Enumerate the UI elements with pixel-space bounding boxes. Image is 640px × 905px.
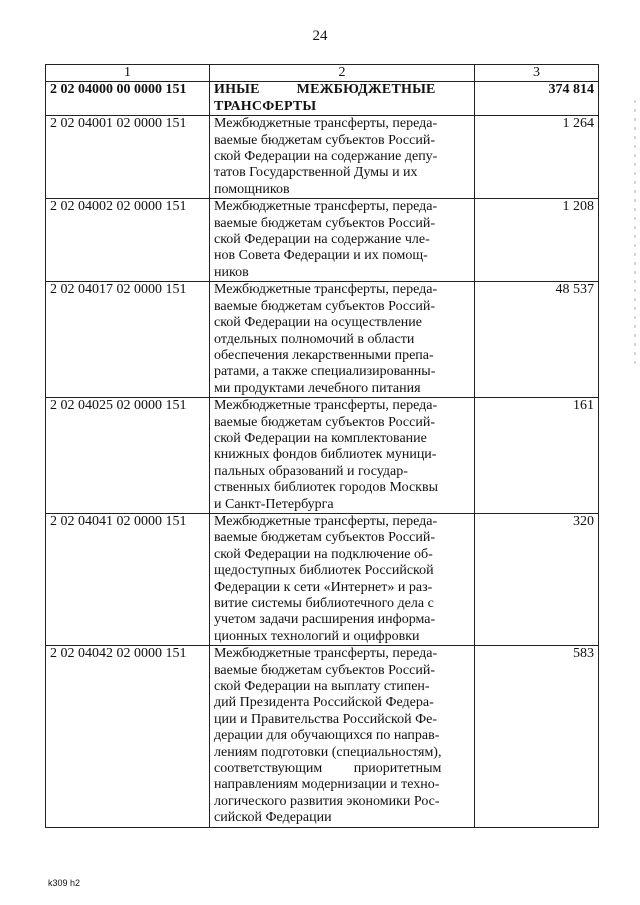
description-line: логического развития экономики Рос- <box>214 793 440 809</box>
description-line: ской Федерации на содержание депу- <box>214 149 438 165</box>
budget-code: 2 02 04000 00 0000 151 <box>46 82 210 116</box>
column-header-1: 1 <box>46 65 210 82</box>
table-row <box>46 199 599 282</box>
table-row <box>46 282 599 398</box>
table-row <box>46 513 599 645</box>
description-line: Межбюджетные трансферты, переда- <box>214 282 438 298</box>
description-line: татов Государственной Думы и их <box>214 165 418 181</box>
budget-amount: 161 <box>475 398 599 514</box>
description-line: направлениям модернизации и техно- <box>214 777 440 793</box>
description-line: дий Президента Российской Федера- <box>214 695 434 711</box>
description-line: ваемые бюджетам субъектов Россий- <box>214 215 435 231</box>
description-line: нов Совета Федерации и их помощ- <box>214 248 428 264</box>
description-line: ваемые бюджетам субъектов Россий- <box>214 414 435 430</box>
description-line: сийской Федерации <box>214 810 332 826</box>
description-line: ников <box>214 264 249 280</box>
table-body <box>46 82 599 827</box>
description-line: Межбюджетные трансферты, переда- <box>214 513 438 529</box>
budget-code: 2 02 04041 02 0000 151 <box>46 513 210 645</box>
description-line: отдельных полномочий в области <box>214 331 415 347</box>
description-line: щедоступных библиотек Российской <box>214 563 434 579</box>
description-line: витие системы библиотечного дела с <box>214 596 434 611</box>
budget-description <box>210 116 475 199</box>
budget-amount: 1 208 <box>475 199 599 282</box>
column-header-2: 2 <box>210 65 475 82</box>
description-line: ТРАНСФЕРТЫ <box>214 98 317 114</box>
description-line: ваемые бюджетам субъектов Россий- <box>214 530 435 546</box>
description-line: соответствующим приоритетным <box>214 761 442 777</box>
budget-code: 2 02 04002 02 0000 151 <box>46 199 210 282</box>
description-line: Межбюджетные трансферты, переда- <box>214 116 438 132</box>
description-line: ваемые бюджетам субъектов Россий- <box>214 298 435 314</box>
description-line: ваемые бюджетам субъектов Россий- <box>214 662 435 678</box>
description-line: ИНЫЕ МЕЖБЮДЖЕТНЫЕ <box>214 82 436 98</box>
description-line: ской Федерации на подключение об- <box>214 546 433 562</box>
description-line: ционных технологий и оцифровки <box>214 628 420 644</box>
description-line: помощников <box>214 181 290 197</box>
budget-table <box>45 64 599 828</box>
description-line: ской Федерации на осуществление <box>214 315 422 331</box>
description-line: обеспечения лекарственными препа- <box>214 347 434 363</box>
budget-code: 2 02 04042 02 0000 151 <box>46 646 210 827</box>
page-number: 24 <box>312 28 328 44</box>
description-line: книжных фондов библиотек муници- <box>214 447 437 463</box>
budget-amount: 374 814 <box>475 82 599 116</box>
description-line: ции и Правительства Российской Фе- <box>214 711 438 727</box>
budget-description <box>210 82 475 116</box>
description-line: Межбюджетные трансферты, переда- <box>214 646 438 662</box>
table-row <box>46 82 599 116</box>
description-line: дерации для обучающихся по направ- <box>214 728 440 744</box>
budget-description <box>210 282 475 398</box>
description-line: Межбюджетные трансферты, переда- <box>214 398 438 414</box>
column-header-3: 3 <box>475 65 599 82</box>
description-line: ми продуктами лечебного питания <box>214 380 421 396</box>
description-line: учетом задачи расширения информа- <box>214 612 436 628</box>
budget-amount: 1 264 <box>475 116 599 199</box>
description-line: пальных образований и государ- <box>214 463 408 479</box>
description-line: Федерации к сети «Интернет» и раз- <box>214 579 433 595</box>
description-line: ской Федерации на выплату стипен- <box>214 679 430 695</box>
description-line: лениям подготовки (специальностям), <box>214 744 442 760</box>
budget-description <box>210 199 475 282</box>
budget-code: 2 02 04001 02 0000 151 <box>46 116 210 199</box>
budget-description <box>210 646 475 827</box>
description-line: ской Федерации на содержание чле- <box>214 232 430 248</box>
description-line: Межбюджетные трансферты, переда- <box>214 199 438 215</box>
budget-description <box>210 398 475 514</box>
description-line: ваемые бюджетам субъектов Россий- <box>214 132 435 148</box>
footer-code: k309 h2 <box>48 878 81 888</box>
table-row <box>46 116 599 199</box>
budget-code: 2 02 04025 02 0000 151 <box>46 398 210 514</box>
scan-edge-marks <box>634 100 636 370</box>
table-row <box>46 398 599 514</box>
description-line: ратами, а также специализированны- <box>214 364 436 380</box>
budget-description <box>210 513 475 645</box>
description-line: ской Федерации на комплектование <box>214 430 427 446</box>
description-line: и Санкт-Петербурга <box>214 496 334 512</box>
table-row <box>46 646 599 827</box>
budget-amount: 320 <box>475 513 599 645</box>
budget-amount: 583 <box>475 646 599 827</box>
budget-code: 2 02 04017 02 0000 151 <box>46 282 210 398</box>
budget-amount: 48 537 <box>475 282 599 398</box>
table-header-row <box>46 65 599 82</box>
description-line: ственных библиотек городов Москвы <box>214 480 438 496</box>
